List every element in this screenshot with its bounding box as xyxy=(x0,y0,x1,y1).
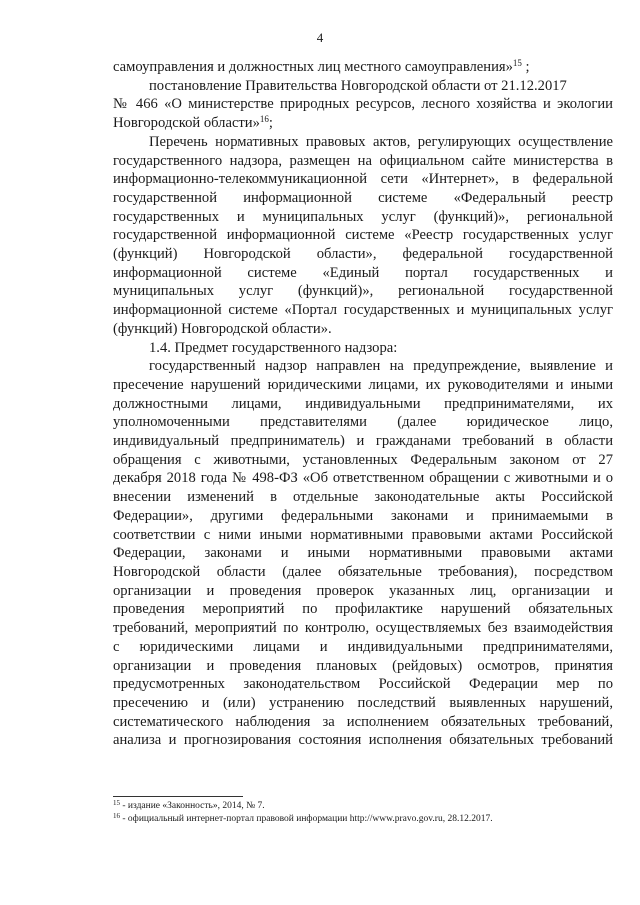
text-line: обращения с животными, установленных Федеральным законом от 27 xyxy=(113,451,613,468)
text-line: информационно-телекоммуникационной сети «Интернет», в федеральной xyxy=(113,171,613,188)
text-line: (функций) Новгородской области». xyxy=(113,320,332,337)
text-line: организации и проведения проверок указанных лиц, организации и xyxy=(113,582,613,599)
text-line: информационной системе «Портал государственных и муниципальных услуг xyxy=(113,302,613,319)
text-line: государственного надзора, размещен на официальном сайте министерства в xyxy=(113,152,613,169)
footnote: $^{15}$ - издание «Законность», 2014, № 7. xyxy=(113,799,265,811)
text-line: внесении изменений в отдельные законодательные акты Российской xyxy=(113,489,613,506)
text-line: муниципальных услуг (функций)», региональной государственной xyxy=(113,283,613,300)
text-line: государственной информационной системе «Реестр государственных услуг xyxy=(113,227,613,244)
text-line: самоуправления и должностных лиц местного самоуправления»$^{15}$ ; xyxy=(113,58,530,75)
text-line: Федерации, законами и иными нормативными правовыми актами xyxy=(113,545,613,562)
text-line: декабря 2018 года № 498-ФЗ «Об ответственном обращении с животными и о xyxy=(113,470,613,487)
footnote-divider xyxy=(113,796,243,797)
text-line: пресечение нарушений юридическими лицами, их руководителями и иными xyxy=(113,376,613,393)
footnote: $^{16}$ - официальный интернет-портал правовой информации http://www.pravo.gov.ru, 28.12.2017. xyxy=(113,812,493,824)
text-line: уполномоченными представителями (далее юридическое лицо, xyxy=(113,414,613,431)
text-line: индивидуальный предприниматель) и гражданами требований в области xyxy=(113,433,613,450)
text-line: (функций) Новгородской области», федеральной государственной xyxy=(113,246,613,263)
section-heading: 1.4. Предмет государственного надзора: xyxy=(149,339,398,356)
text-line: Новгородской области»$^{16}$; xyxy=(113,114,273,132)
text-line: государственный надзор направлен на предупреждение, выявление и xyxy=(149,358,613,375)
text-line: анализа и прогнозирования состояния исполнения обязательных требований xyxy=(113,732,613,749)
text-line: организации и проведения плановых (рейдовых) осмотров, принятия xyxy=(113,657,613,674)
text-line: с юридическими лицами и индивидуальными предпринимателями, xyxy=(113,638,613,655)
text-line: № 466 «О министерстве природных ресурсов, лесного хозяйства и экологии xyxy=(113,96,613,113)
text-line: государственной информационной системе «Федеральный реестр xyxy=(113,189,613,206)
text-line: информационной системе «Единый портал государственных и xyxy=(113,264,613,281)
text-line: пресечению и (или) устранению последствий выявленных нарушений, xyxy=(113,694,613,711)
text-line: проведения мероприятий по профилактике нарушений обязательных xyxy=(113,601,613,618)
text-line: Новгородской области (далее обязательные требования), посредством xyxy=(113,563,613,580)
page-number: 4 xyxy=(316,30,324,45)
footnote-ref: 15 xyxy=(512,58,522,68)
footnote-number: 15 xyxy=(113,799,120,807)
text-line: государственных и муниципальных услуг (функций)», региональной xyxy=(113,208,613,225)
body-text xyxy=(113,58,613,750)
footnote-number: 16 xyxy=(113,812,120,820)
text-line: должностными лицами, индивидуальными предпринимателями, их xyxy=(113,395,613,412)
text-line: предусмотренных законодательством Российской Федерации мер по xyxy=(113,676,613,693)
text-line: Федерации», другими федеральными законами и принимаемыми в xyxy=(113,507,613,524)
text-line: постановление Правительства Новгородской области от 21.12.2017 xyxy=(149,77,567,94)
text-line: систематического наблюдения за исполнением обязательных требований, xyxy=(113,713,613,730)
footnotes xyxy=(113,800,613,826)
text-line: соответствии с ними иными нормативными правовыми актами Российской xyxy=(113,526,613,543)
footnote-ref: 16 xyxy=(259,114,269,125)
text-line: требований, мероприятий по контролю, осуществляемых без взаимодействия xyxy=(113,620,613,637)
text-line: Перечень нормативных правовых актов, регулирующих осуществление xyxy=(149,133,613,150)
